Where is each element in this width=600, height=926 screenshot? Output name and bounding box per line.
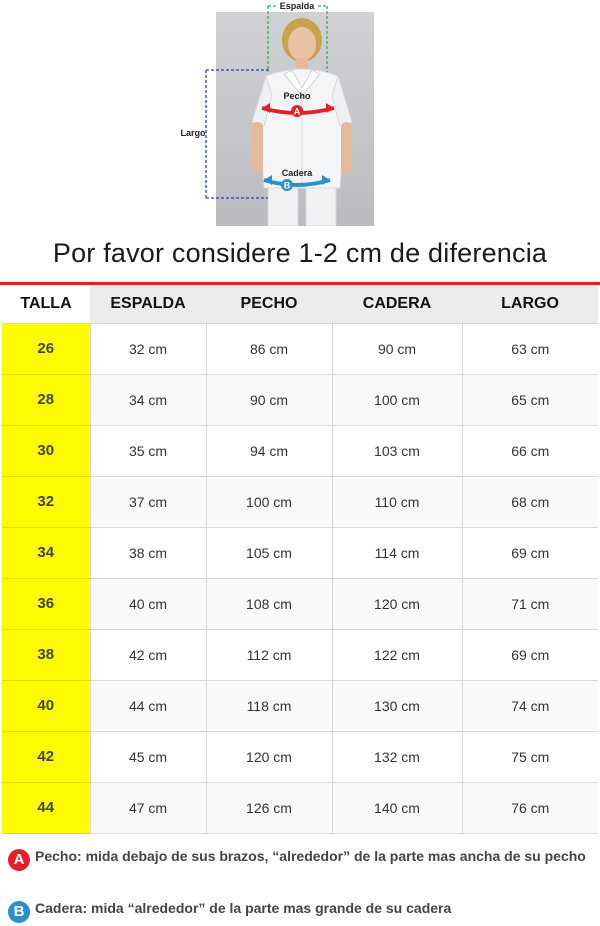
note-cadera-text: Cadera: mida “alrededor” de la parte mas grande de su cadera xyxy=(35,900,452,916)
pecho-label: Pecho xyxy=(283,91,311,101)
cell-pecho: 108 cm xyxy=(206,578,332,629)
cell-cadera: 114 cm xyxy=(332,527,462,578)
cell-largo: 71 cm xyxy=(462,578,598,629)
note-pecho xyxy=(8,848,596,868)
cell-talla: 36 xyxy=(2,578,90,629)
note-cadera xyxy=(8,900,596,920)
cell-espalda: 42 cm xyxy=(90,629,206,680)
measurement-overlay xyxy=(0,0,600,232)
cell-espalda: 34 cm xyxy=(90,374,206,425)
cell-largo: 75 cm xyxy=(462,731,598,782)
cell-pecho: 126 cm xyxy=(206,782,332,833)
cell-largo: 68 cm xyxy=(462,476,598,527)
table-row xyxy=(2,527,598,578)
largo-marker xyxy=(180,70,270,198)
table-row xyxy=(2,731,598,782)
cell-talla: 42 xyxy=(2,731,90,782)
cell-largo: 66 cm xyxy=(462,425,598,476)
table-row xyxy=(2,629,598,680)
table-row xyxy=(2,680,598,731)
cell-talla: 34 xyxy=(2,527,90,578)
cell-pecho: 105 cm xyxy=(206,527,332,578)
cell-largo: 69 cm xyxy=(462,629,598,680)
table-row xyxy=(2,323,598,374)
cell-talla: 30 xyxy=(2,425,90,476)
table-row xyxy=(2,476,598,527)
cadera-label: Cadera xyxy=(281,168,313,178)
header-pecho: PECHO xyxy=(206,285,332,323)
cell-cadera: 110 cm xyxy=(332,476,462,527)
cell-talla: 28 xyxy=(2,374,90,425)
largo-label: Largo xyxy=(180,128,206,138)
cell-cadera: 103 cm xyxy=(332,425,462,476)
cell-cadera: 120 cm xyxy=(332,578,462,629)
page-title: Por favor considere 1-2 cm de diferencia xyxy=(52,238,548,268)
cell-largo: 65 cm xyxy=(462,374,598,425)
cell-espalda: 32 cm xyxy=(90,323,206,374)
cell-cadera: 100 cm xyxy=(332,374,462,425)
cadera-marker xyxy=(264,168,330,191)
table-row xyxy=(2,425,598,476)
cell-espalda: 40 cm xyxy=(90,578,206,629)
cell-pecho: 86 cm xyxy=(206,323,332,374)
cell-pecho: 100 cm xyxy=(206,476,332,527)
marker-b: B xyxy=(283,180,291,191)
espalda-marker xyxy=(268,1,327,72)
header-cadera: CADERA xyxy=(332,285,462,323)
header-talla: TALLA xyxy=(2,285,90,323)
cell-espalda: 47 cm xyxy=(90,782,206,833)
cell-cadera: 130 cm xyxy=(332,680,462,731)
header-espalda: ESPALDA xyxy=(90,285,206,323)
cell-largo: 63 cm xyxy=(462,323,598,374)
cell-talla: 26 xyxy=(2,323,90,374)
table-row xyxy=(2,782,598,833)
cell-largo: 76 cm xyxy=(462,782,598,833)
cell-espalda: 38 cm xyxy=(90,527,206,578)
cell-talla: 38 xyxy=(2,629,90,680)
pecho-marker xyxy=(262,91,334,117)
table-header-row xyxy=(2,285,598,323)
cell-cadera: 122 cm xyxy=(332,629,462,680)
espalda-label: Espalda xyxy=(279,1,315,11)
table-row xyxy=(2,374,598,425)
cell-espalda: 44 cm xyxy=(90,680,206,731)
cell-cadera: 140 cm xyxy=(332,782,462,833)
cell-cadera: 132 cm xyxy=(332,731,462,782)
note-pecho-text: Pecho: mida debajo de sus brazos, “alrededor” de la parte mas ancha de su pecho xyxy=(35,848,586,864)
cell-largo: 74 cm xyxy=(462,680,598,731)
cell-talla: 40 xyxy=(2,680,90,731)
marker-a: A xyxy=(293,106,301,117)
cell-pecho: 94 cm xyxy=(206,425,332,476)
cell-espalda: 37 cm xyxy=(90,476,206,527)
measurement-figure xyxy=(0,0,600,232)
size-table xyxy=(2,285,598,834)
cell-pecho: 90 cm xyxy=(206,374,332,425)
cell-espalda: 35 cm xyxy=(90,425,206,476)
table-row xyxy=(2,578,598,629)
cell-largo: 69 cm xyxy=(462,527,598,578)
cell-pecho: 120 cm xyxy=(206,731,332,782)
cell-talla: 32 xyxy=(2,476,90,527)
cell-cadera: 90 cm xyxy=(332,323,462,374)
badge-a-icon: A xyxy=(8,849,30,871)
header-largo: LARGO xyxy=(462,285,598,323)
badge-b-icon: B xyxy=(8,901,30,923)
cell-pecho: 118 cm xyxy=(206,680,332,731)
cell-espalda: 45 cm xyxy=(90,731,206,782)
cell-talla: 44 xyxy=(2,782,90,833)
cell-pecho: 112 cm xyxy=(206,629,332,680)
